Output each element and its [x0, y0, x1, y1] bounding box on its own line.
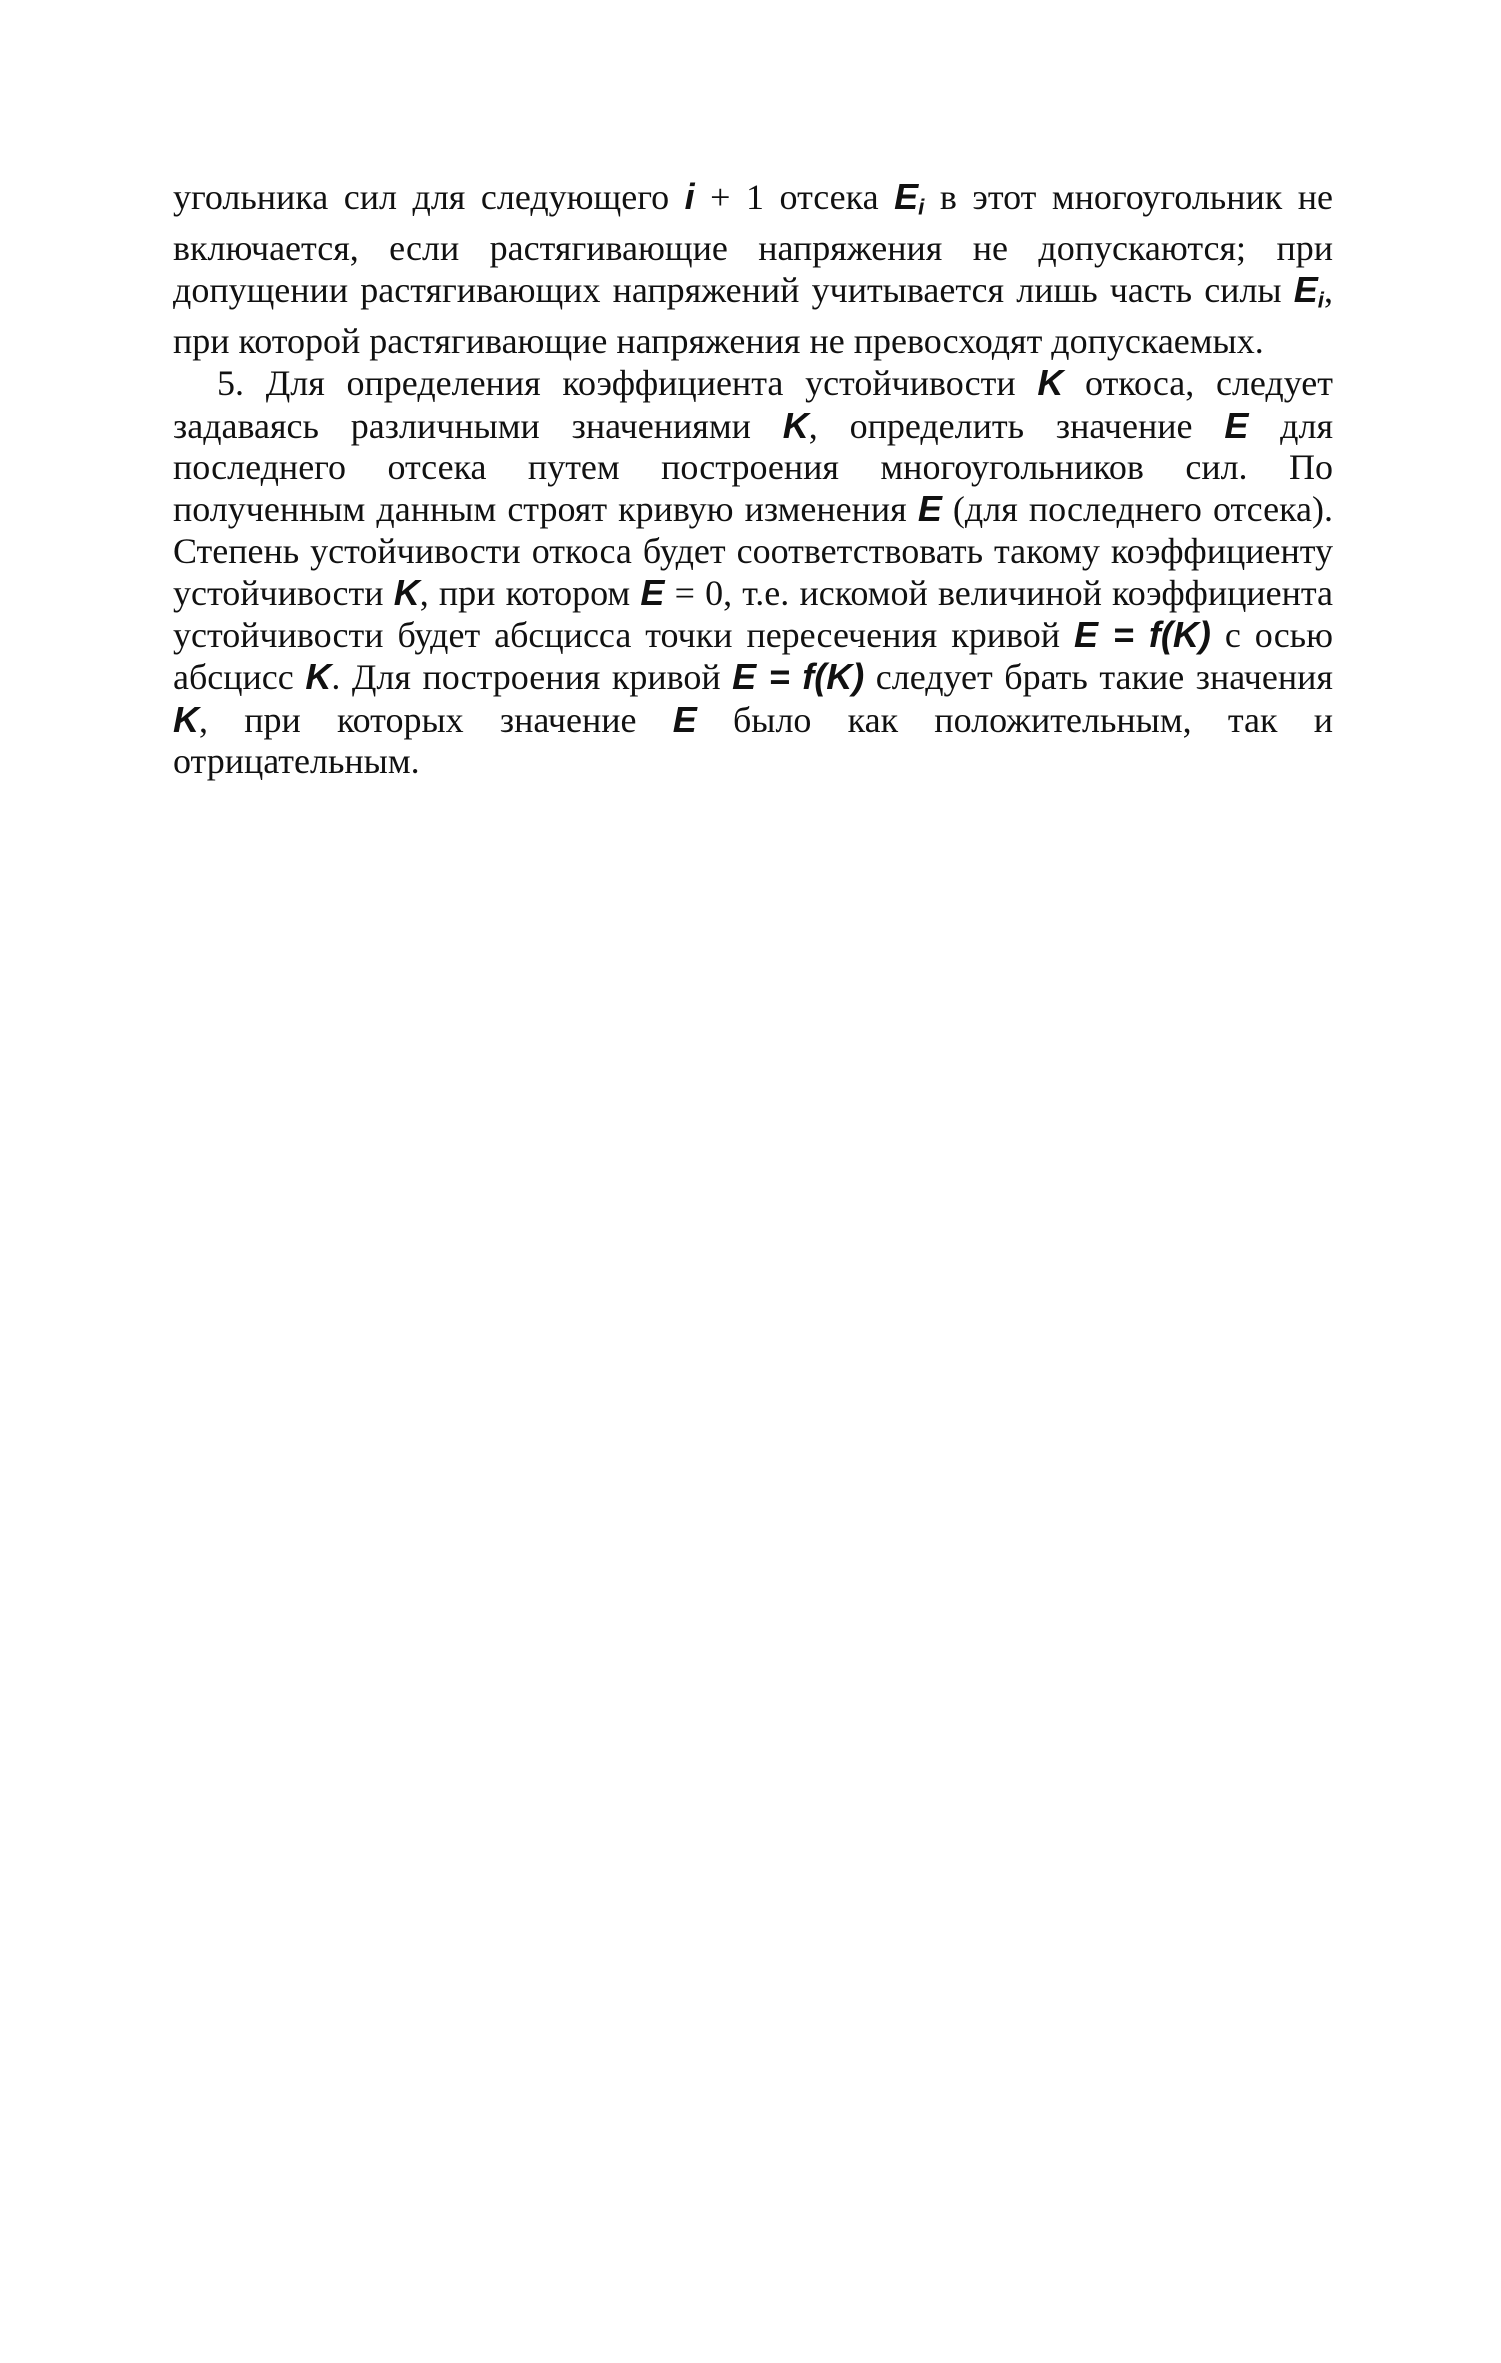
text-run: следует брать такие значения	[864, 657, 1333, 698]
math-symbol: E	[1224, 404, 1249, 446]
math-symbol: E	[672, 698, 697, 740]
text-run: . Для построения кривой	[331, 657, 733, 698]
text-run: было как положительным, так и отрицательным.	[173, 699, 1334, 782]
text-run: в этот многоугольник не включается, если растягивающие напряжения не допускаются; при допущении растягивающих напряжений учитывается лишь часть силы	[173, 177, 1334, 311]
math-symbol: E	[917, 488, 942, 530]
paragraph-item-5	[173, 362, 1333, 782]
text-run: откоса, следует задаваясь различными значениями	[173, 363, 1333, 446]
text-run: , при которых значение	[199, 699, 673, 740]
math-symbol: i	[918, 194, 925, 220]
math-symbol: K	[173, 698, 199, 740]
math-symbol: K	[393, 571, 420, 613]
math-symbol: i	[1317, 287, 1324, 313]
math-symbol: E	[1293, 269, 1318, 311]
text-run: , при которой растягивающие напряжения не превосходят допускаемых.	[173, 270, 1333, 362]
text-run: с осью абсцисс	[173, 615, 1333, 698]
text-run: , определить значение	[808, 405, 1225, 446]
text-run: , при котором	[419, 572, 641, 613]
math-symbol: K	[782, 404, 809, 446]
text-run: (для последнего отсека). Степень устойчивости откоса будет соответствовать такому коэффициенту устойчивости	[173, 489, 1333, 613]
text-run: для последнего отсека путем построения многоугольников сил. По полученным данным строят кривую изменения	[173, 405, 1334, 530]
math-symbol: E = f(K)	[732, 656, 865, 698]
text-run: + 1 отсека	[694, 177, 895, 217]
math-symbol: E	[640, 571, 665, 613]
text-run: 5. Для определения коэффициента устойчивости	[217, 363, 1038, 404]
math-symbol: i	[684, 176, 695, 217]
math-symbol: K	[305, 656, 332, 698]
math-symbol: E = f(K)	[1073, 614, 1211, 656]
paragraph-continuation	[173, 176, 1333, 362]
math-symbol: K	[1037, 362, 1064, 404]
text-run: = 0, т.е. искомой величиной коэффициента устойчивости будет абсцисса точки пересечения кривой	[173, 572, 1334, 656]
text-run: угольника сил для следующего	[173, 177, 685, 217]
math-symbol: E	[894, 176, 919, 217]
body-text	[173, 176, 1333, 782]
